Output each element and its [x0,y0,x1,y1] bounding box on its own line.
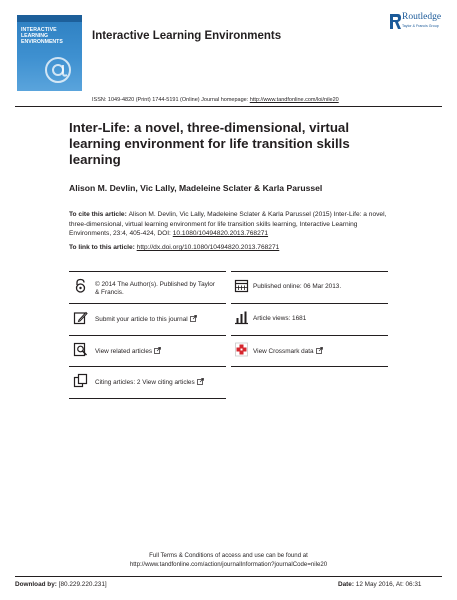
publisher-tagline: Taylor & Francis Group [402,24,439,28]
copyright-notice: © 2014 The Author(s). Published by Taylor & Francis. [95,281,215,296]
downloaded-by-value: [80.229.220.231] [56,581,107,588]
external-link-icon [197,378,204,385]
header-divider [15,106,442,107]
published-online-date: Published online: 06 Mar 2013. [253,283,342,290]
submit-article-link[interactable] [95,315,225,324]
download-date-value: 12 May 2016, At: 06:31 [353,581,422,588]
download-date-label: Date: [338,581,354,588]
at-sign-icon [43,55,73,85]
info-divider [69,335,226,336]
calendar-icon [234,278,249,293]
issn-text: ISSN: 1049-4820 (Print) 1744-5191 (Online) Journal homepage: [92,97,250,103]
info-divider [69,271,226,272]
crossmark-label: View Crossmark data [253,348,314,355]
downloaded-by-label: Download by: [15,581,57,588]
info-divider [69,398,226,399]
article-url-link[interactable]: http://dx.doi.org/10.1080/10494820.2013.768271 [136,244,280,251]
downloaded-by [15,581,107,588]
info-divider [231,335,388,336]
link-label: To link to this article: [69,244,137,251]
article-authors: Alison M. Devlin, Vic Lally, Madeleine Sclater & Karla Parussel [69,183,323,193]
open-access-icon [73,278,88,293]
citation-block [69,210,391,239]
footer-divider [15,576,442,577]
journal-title[interactable]: Interactive Learning Environments [92,30,282,42]
citing-articles-link[interactable] [95,378,225,387]
journal-cover-image [17,15,82,91]
cover-text-line-1: INTERACTIVE [21,27,57,33]
external-link-icon [154,347,161,354]
cite-label: To cite this article: [69,211,129,218]
cover-text-line-3: ENVIRONMENTS [21,39,63,45]
copy-documents-icon [73,373,88,388]
cite-text: Alison M. Devlin, Vic Lally, Madeleine Sclater & Karla Parussel (2015) Inter-Life: a novel, three-dimensional, virtual learning environment for life transition skills learning, Interactive Learning Environments, 23:4, 405-424, DOI: [69,211,387,238]
doi-link[interactable]: 10.1080/10494820.2013.768271 [172,230,269,238]
citing-articles-label: Citing articles: 2 View citing articles [95,379,195,386]
info-divider [231,303,388,304]
external-link-icon [316,347,323,354]
related-articles-label: View related articles [95,348,153,355]
publisher-name: Routledge [402,12,442,22]
bar-chart-icon [234,310,249,325]
external-link-icon [190,315,197,322]
download-date [338,581,422,588]
journal-homepage-link[interactable]: http://www.tandfonline.com/loi/nile20 [249,97,339,103]
article-link-line [69,244,279,251]
info-divider [69,366,226,367]
submit-article-label: Submit your article to this journal [95,316,188,323]
article-views-count: Article views: 1681 [253,315,307,322]
terms-url-link[interactable]: http://www.tandfonline.com/action/journalInformation?journalCode=nile20 [129,561,328,568]
article-title: Inter-Life: a novel, three-dimensional, virtual learning environment for life transition skills learning [69,120,350,167]
info-divider [69,303,226,304]
info-divider [231,271,388,272]
cover-text-line-2: LEARNING [21,33,49,39]
issn-line [92,97,339,103]
terms-line-1: Full Terms & Conditions of access and use can be found at [149,552,308,559]
search-document-icon [73,342,88,357]
submit-edit-icon [73,310,88,325]
cover-top-band [17,15,82,22]
crossmark-link[interactable] [253,347,383,356]
info-divider [231,366,388,367]
crossmark-icon [234,342,249,357]
related-articles-link[interactable] [95,347,225,356]
